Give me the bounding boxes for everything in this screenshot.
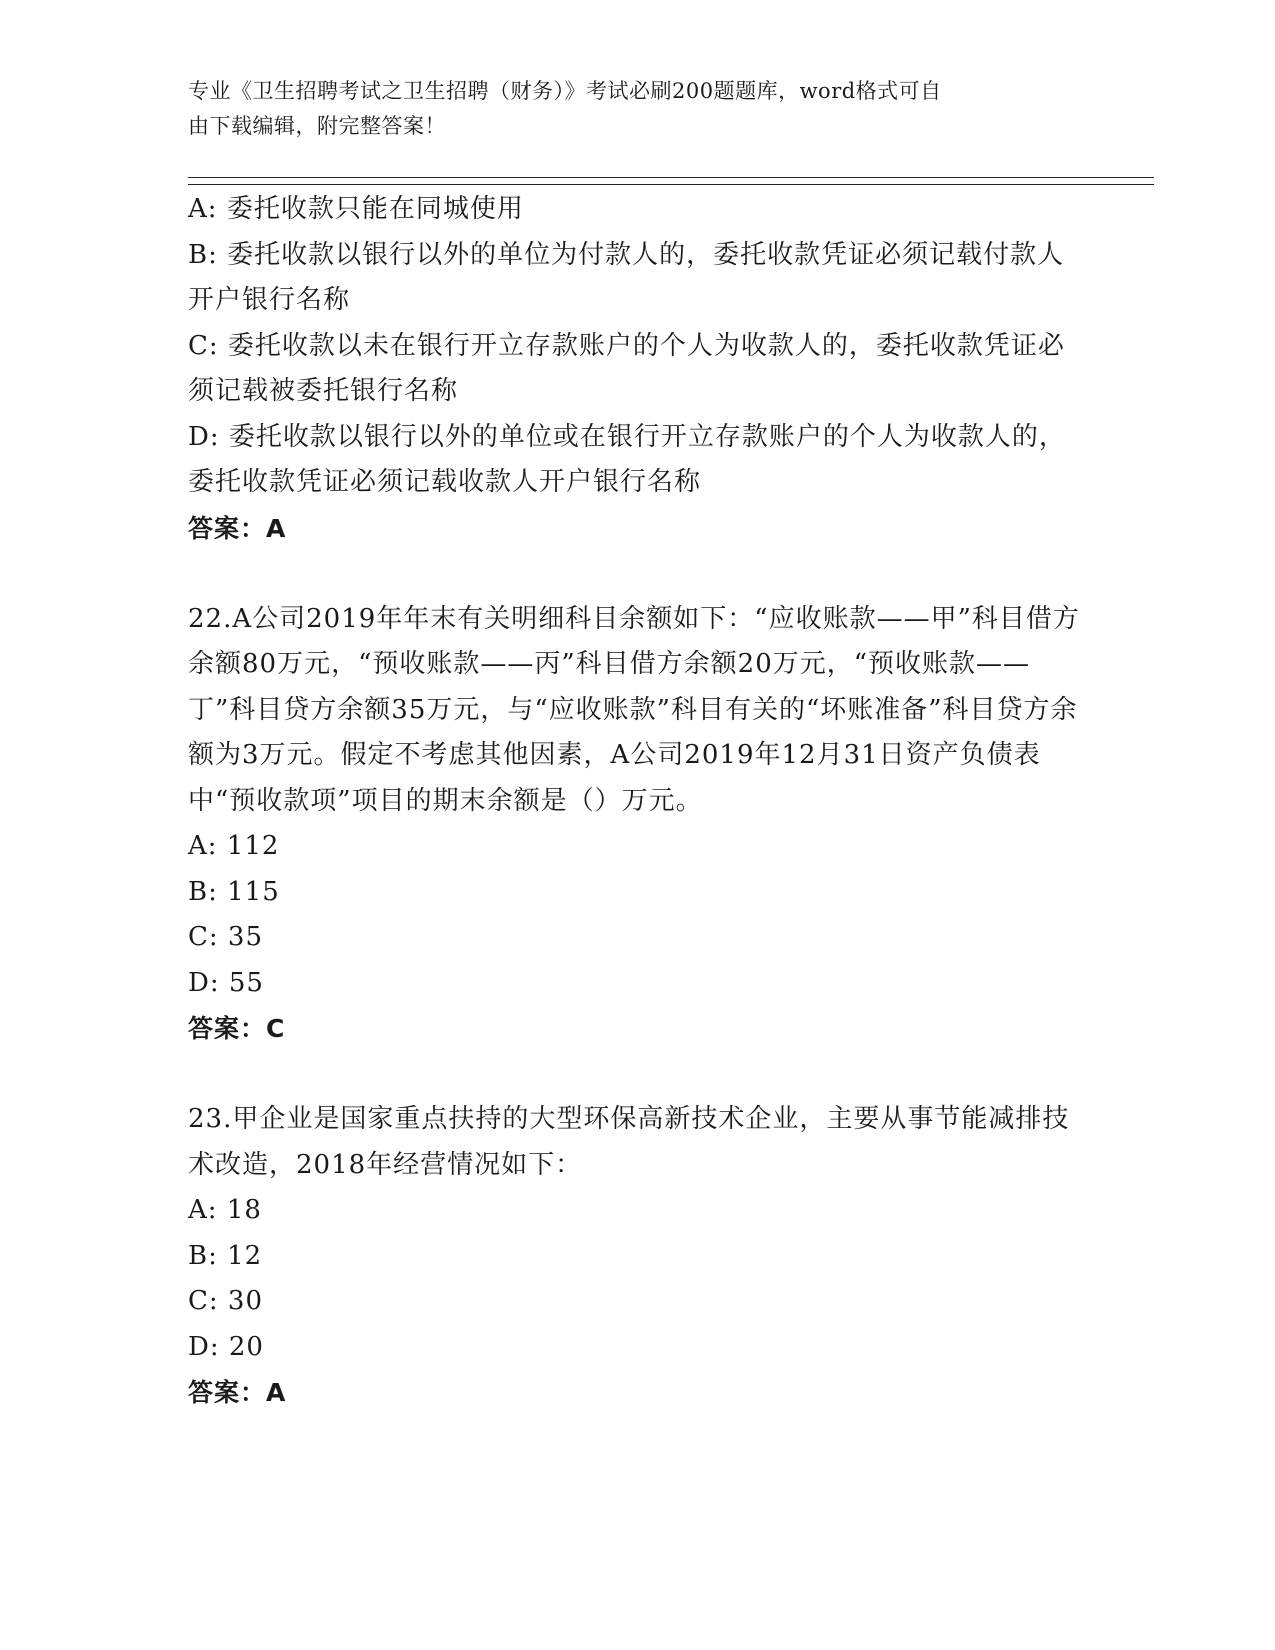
question-content <box>188 187 1088 1416</box>
q23-option-d: D: 20 <box>188 1331 264 1362</box>
header-line-1: 专业《卫生招聘考试之卫生招聘（财务）》考试必刷200题题库，word格式可自 <box>188 79 942 103</box>
q21-option-c: C: 委托收款以未在银行开立存款账户的个人为收款人的，委托收款凭证必须记载被委托银行名称 <box>188 330 1065 406</box>
q22-option-d: D: 55 <box>188 967 264 998</box>
q21-answer: 答案：A <box>188 513 287 543</box>
q21-option-a: A: 委托收款只能在同城使用 <box>188 194 524 224</box>
q23-option-c: C: 30 <box>188 1286 264 1316</box>
q23-option-a: A: 18 <box>188 1195 262 1225</box>
q22-option-c: C: 35 <box>188 922 264 952</box>
q23-option-b: B: 12 <box>188 1240 263 1271</box>
question-22 <box>188 597 1088 1052</box>
document-header <box>188 74 1068 144</box>
q22-option-a: A: 112 <box>188 831 280 861</box>
question-21 <box>188 187 1088 551</box>
q21-option-d: D: 委托收款以银行以外的单位或在银行开立存款账户的个人为收款人的，委托收款凭证必须记载收款人开户银行名称 <box>188 421 1066 497</box>
q23-answer: 答案：A <box>188 1378 287 1407</box>
q23-stem: 23.甲企业是国家重点扶持的大型环保高新技术企业，主要从事节能减排技术改造，2018年经营情况如下： <box>188 1104 1070 1180</box>
header-divider-bottom <box>188 184 1154 185</box>
q22-option-b: B: 115 <box>188 876 280 907</box>
question-gap <box>188 1052 1088 1098</box>
q21-option-b: B: 委托收款以银行以外的单位为付款人的，委托收款凭证必须记载付款人开户银行名称 <box>188 239 1065 315</box>
question-gap <box>188 551 1088 597</box>
q22-stem: 22.A公司2019年年末有关明细科目余额如下：“应收账款——甲”科目借方余额80万元，“预收账款——丙”科目借方余额20万元，“预收账款——丁”科目贷方余额35万元，与“应收账款”科目有关的“坏账准备”科目贷方余额为3万元。假定不考虑其他因素，A公司2019年12月31日资产负债表中“预收款项”项目的期末余额是（）万元。 <box>188 603 1080 816</box>
header-divider-top <box>188 177 1154 178</box>
q22-answer: 答案：C <box>188 1014 286 1043</box>
question-23 <box>188 1097 1088 1416</box>
header-line-2: 由下载编辑，附完整答案！ <box>188 114 446 138</box>
